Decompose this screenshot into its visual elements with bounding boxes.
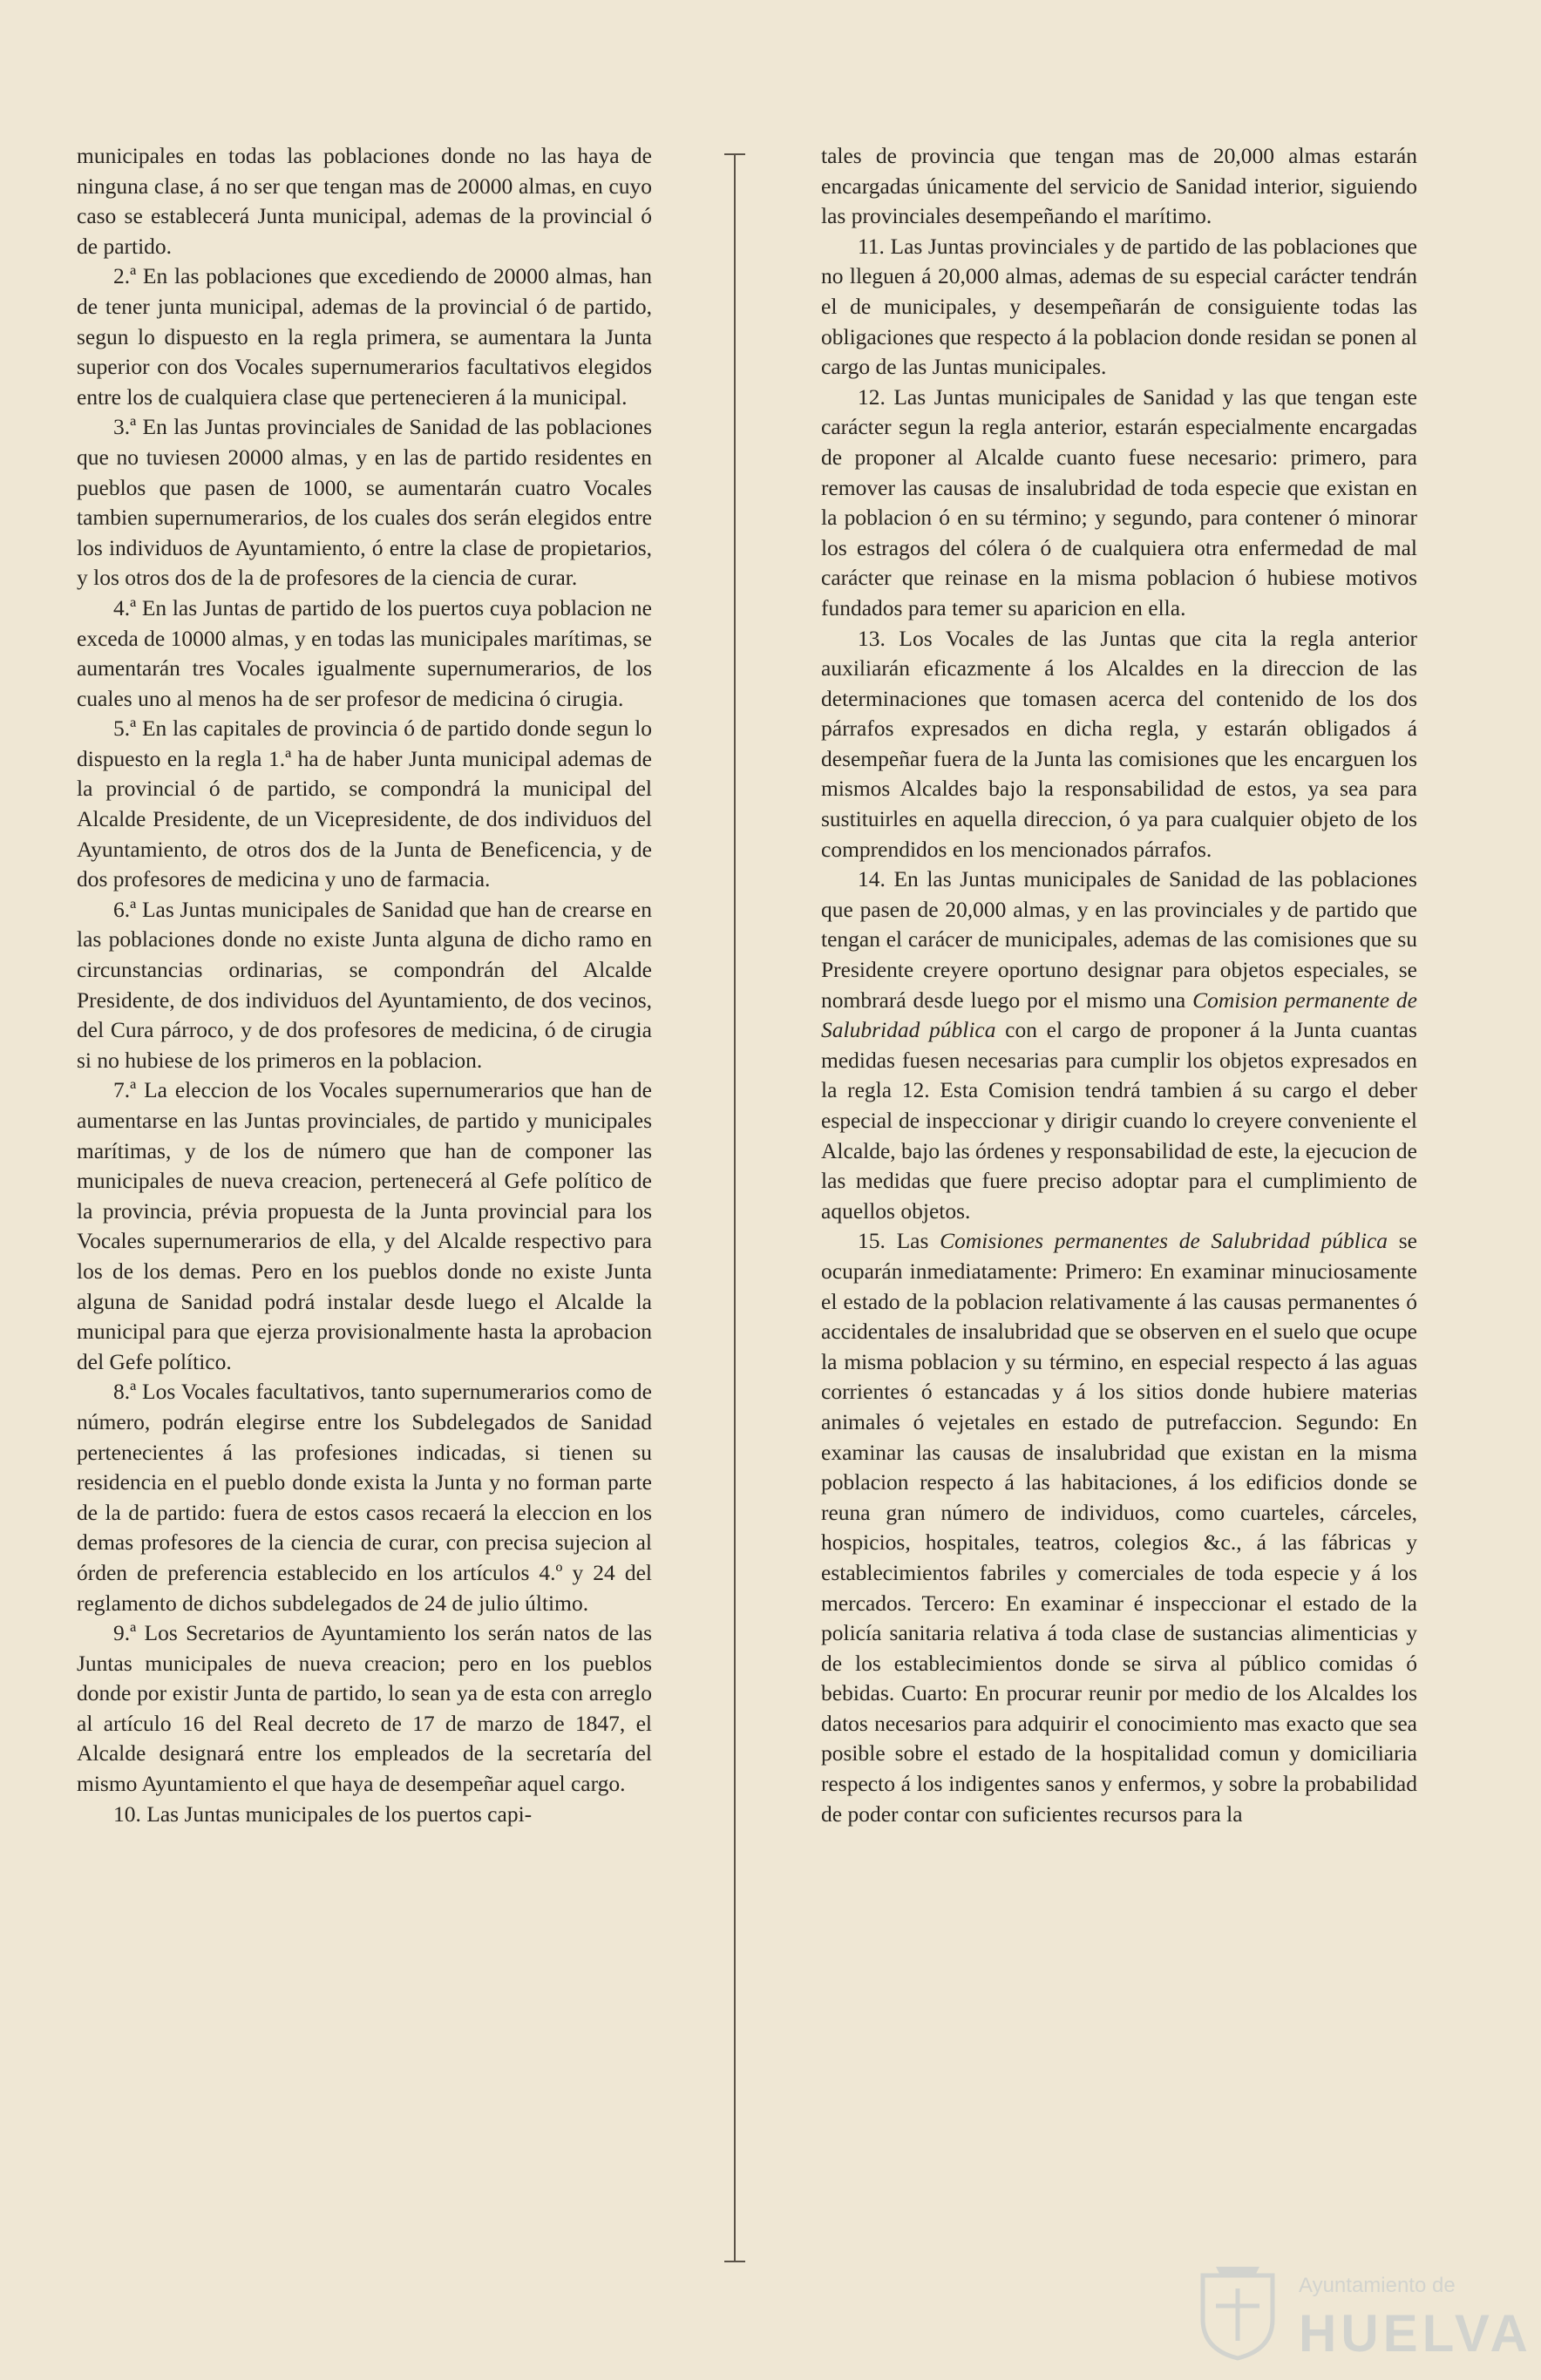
paragraph	[821, 1226, 1417, 1829]
italic-term: Comision permanente de Salubridad pública	[821, 987, 1417, 1043]
paragraph: 3.ª En las Juntas provinciales de Sanidad de las poblaciones que no tuviesen 20000 almas, y en las de partido residentes en pueblos que pasen de 1000, se aumentarán cuatro Vocales tambien supernumerarios, de los cuales dos serán elegidos entre los individuos de Ayuntamiento, ó entre la clase de propietarios, y los otros dos de la de profesores de la ciencia de curar.	[77, 414, 652, 591]
watermark	[1168, 2258, 1532, 2363]
right-column	[821, 141, 1417, 1829]
column-divider-cap	[724, 2261, 745, 2262]
watermark-line2: HUELVA	[1299, 2304, 1532, 2363]
paragraph: 4.ª En las Juntas de partido de los puertos cuya poblacion ne exceda de 10000 almas, y en todas las municipales marítimas, se aumentarán tres Vocales igualmente supernumerarios, de los cuales uno al menos ha de ser profesor de medicina ó cirugia.	[77, 594, 652, 711]
paragraph	[821, 865, 1417, 1226]
column-divider	[734, 153, 736, 2262]
watermark-line1: Ayuntamiento de	[1299, 2274, 1456, 2297]
paragraph-text: 14. En las Juntas municipales de Sanidad de las poblaciones que pasen de 20,000 almas, y en las provinciales y de partido que tengan el carácer de municipales, ademas de las comisiones que su Presidente creyere oportuno designar para objetos especiales, se nombrará desde luego por el mismo una	[821, 866, 1417, 1013]
paragraph: tales de provincia que tengan mas de 20,000 almas estarán encargadas únicamente del servicio de Sanidad interior, siguiendo las provinciales desempeñando el marítimo.	[821, 143, 1417, 229]
paragraph: 6.ª Las Juntas municipales de Sanidad que han de crearse en las poblaciones donde no existe Junta alguna de dicho ramo en circunstancias ordinarias, se compondrán del Alcalde Presidente, de dos individuos del Ayuntamiento, de dos vecinos, del Cura párroco, y de dos profesores de medicina, ó de cirugia si no hubiese de los primeros en la poblacion.	[77, 896, 652, 1073]
paragraph: 5.ª En las capitales de provincia ó de partido donde segun lo dispuesto en la regla 1.ª ha de haber Junta municipal ademas de la provincial ó de partido, se compondrá la municipal del Alcalde Presidente, de un Vicepresidente, de dos individuos del Ayuntamiento, de otros dos de la Junta de Beneficencia, y de dos profesores de medicina y uno de farmacia.	[77, 715, 652, 892]
paragraph: 10. Las Juntas municipales de los puertos capi-	[113, 1800, 533, 1827]
paragraph-text: 15. Las	[858, 1228, 940, 1254]
left-column	[77, 141, 652, 1829]
paragraph: 12. Las Juntas municipales de Sanidad y las que tengan este carácter segun la regla anterior, estarán especialmente encargadas de proponer al Alcalde cuanto fuese necesario: primero, para remover las causas de insalubridad de toda especie que existan en la poblacion ó en su término; y segundo, para contener ó minorar los estragos del cólera ó de cualquiera otra enfermedad de mal carácter que reinase en la misma poblacion ó hubiese motivos fundados para temer su aparicion en ella.	[821, 383, 1417, 620]
paragraph: 11. Las Juntas provinciales y de partido de las poblaciones que no lleguen á 20,000 almas, ademas de su especial carácter tendrán el de municipales, y desempeñarán de consiguiente todas las obligaciones que respecto á la poblacion donde residan se ponen al cargo de las Juntas municipales.	[821, 233, 1417, 380]
paragraph: 13. Los Vocales de las Juntas que cita la regla anterior auxiliarán eficazmente á los Alcaldes en la direccion de las determinaciones que tomasen acerca del contenido de los dos párrafos expresados en dicha regla, y estarán obligados á desempeñar fuera de la Junta las comisiones que les encarguen los mismos Alcaldes bajo la responsabilidad de estos, ya sea para sustituirles en aquella direccion, ó ya para cualquier objeto de los comprendidos en los mencionados párrafos.	[821, 625, 1417, 862]
paragraph: 7.ª La eleccion de los Vocales supernumerarios que han de aumentarse en las Juntas provinciales, de partido y municipales marítimas, y de los de número que han de componer las municipales de nueva creacion, pertenecerá al Gefe político de la provincia, prévia propuesta de la Junta provincial para los Vocales supernumerarios de ella, y del Alcalde respectivo para los de los demas. Pero en los pueblos donde no existe Junta alguna de Sanidad podrá instalar desde luego el Alcalde la municipal para que ejerza provisionalmente hasta la aprobacion del Gefe político.	[77, 1077, 652, 1374]
paragraph: 8.ª Los Vocales facultativos, tanto supernumerarios como de número, podrán elegirse entre los Subdelegados de Sanidad pertenecientes á las profesiones indicadas, si tienen su residencia en el pueblo donde exista la Junta y no forman parte de la de partido: fuera de estos casos recaerá la eleccion en los demas profesores de la ciencia de curar, con precisa sujecion al órden de preferencia establecido en los artículos 4.º y 24 del reglamento de dichos subdelegados de 24 de julio último.	[77, 1379, 652, 1616]
paragraph: 9.ª Los Secretarios de Ayuntamiento los serán natos de las Juntas municipales de nueva creacion; pero en los pueblos donde por existir Junta de partido, lo sean ya de esta con arreglo al artículo 16 del Real decreto de 17 de marzo de 1847, el Alcalde designará entre los empleados de la secretaría del mismo Ayuntamiento el que haya de desempeñar aquel cargo.	[77, 1620, 652, 1797]
paragraph-text: con el cargo de proponer á la Junta cuantas medidas fuesen necesarias para cumplir los objetos expresados en la regla 12. Esta Comision tendrá tambien á su cargo el deber especial de inspeccionar y dirigir cuando lo creyere conveniente el Alcalde, bajo las órdenes y responsabilidad de este, la ejecucion de las medidas que fuere preciso adoptar para el cumplimiento de aquellos objetos.	[821, 1017, 1417, 1224]
paragraph: municipales en todas las poblaciones donde no las haya de ninguna clase, á no ser que tengan mas de 20000 almas, en cuyo caso se establecerá Junta municipal, ademas de la provincial ó de partido.	[77, 143, 652, 259]
paragraph-text: se ocuparán inmediatamente: Primero: En examinar minuciosamente el estado de la poblacion relativamente á las causas permanentes ó accidentales de insalubridad que se observen en el suelo que ocupe la misma poblacion y su término, en especial respecto á las aguas corrientes ó estancadas y á los sitios donde hubiere materias animales ó vejetales en estado de putrefaccion. Segundo: En examinar las causas de insalubridad que existan en la misma poblacion respecto á las habitaciones, á los edificios donde se reuna gran número de individuos, como cuarteles, cárceles, hospicios, hospitales, teatros, colegios &c., á las fábricas y establecimientos fabriles y comerciales de toda especie y á los mercados. Tercero: En examinar é inspeccionar el estado de la policía sanitaria relativa á toda clase de sustancias alimenticias y de los establecimientos donde se sirva al público comidas ó bebidas. Cuarto: En procurar reunir por medio de los Alcaldes los datos necesarios para adquirir el conocimiento mas exacto que sea posible sobre el estado de la hospitalidad comun y domiciliaria respecto á los indigentes sanos y enfermos, y sobre la probabilidad de poder contar con suficientes recursos para la	[821, 1228, 1417, 1827]
coat-of-arms-icon	[1185, 2258, 1290, 2363]
column-divider-cap	[724, 153, 745, 155]
italic-term: Comisiones permanentes de Salubridad pública	[940, 1228, 1388, 1254]
paragraph: 2.ª En las poblaciones que excediendo de 20000 almas, han de tener junta municipal, ademas de la provincial ó de partido, segun lo dispuesto en la regla primera, se aumentara la Junta superior con dos Vocales supernumerarios facultativos elegidos entre los de cualquiera clase que pertenecieren á la municipal.	[77, 263, 652, 410]
